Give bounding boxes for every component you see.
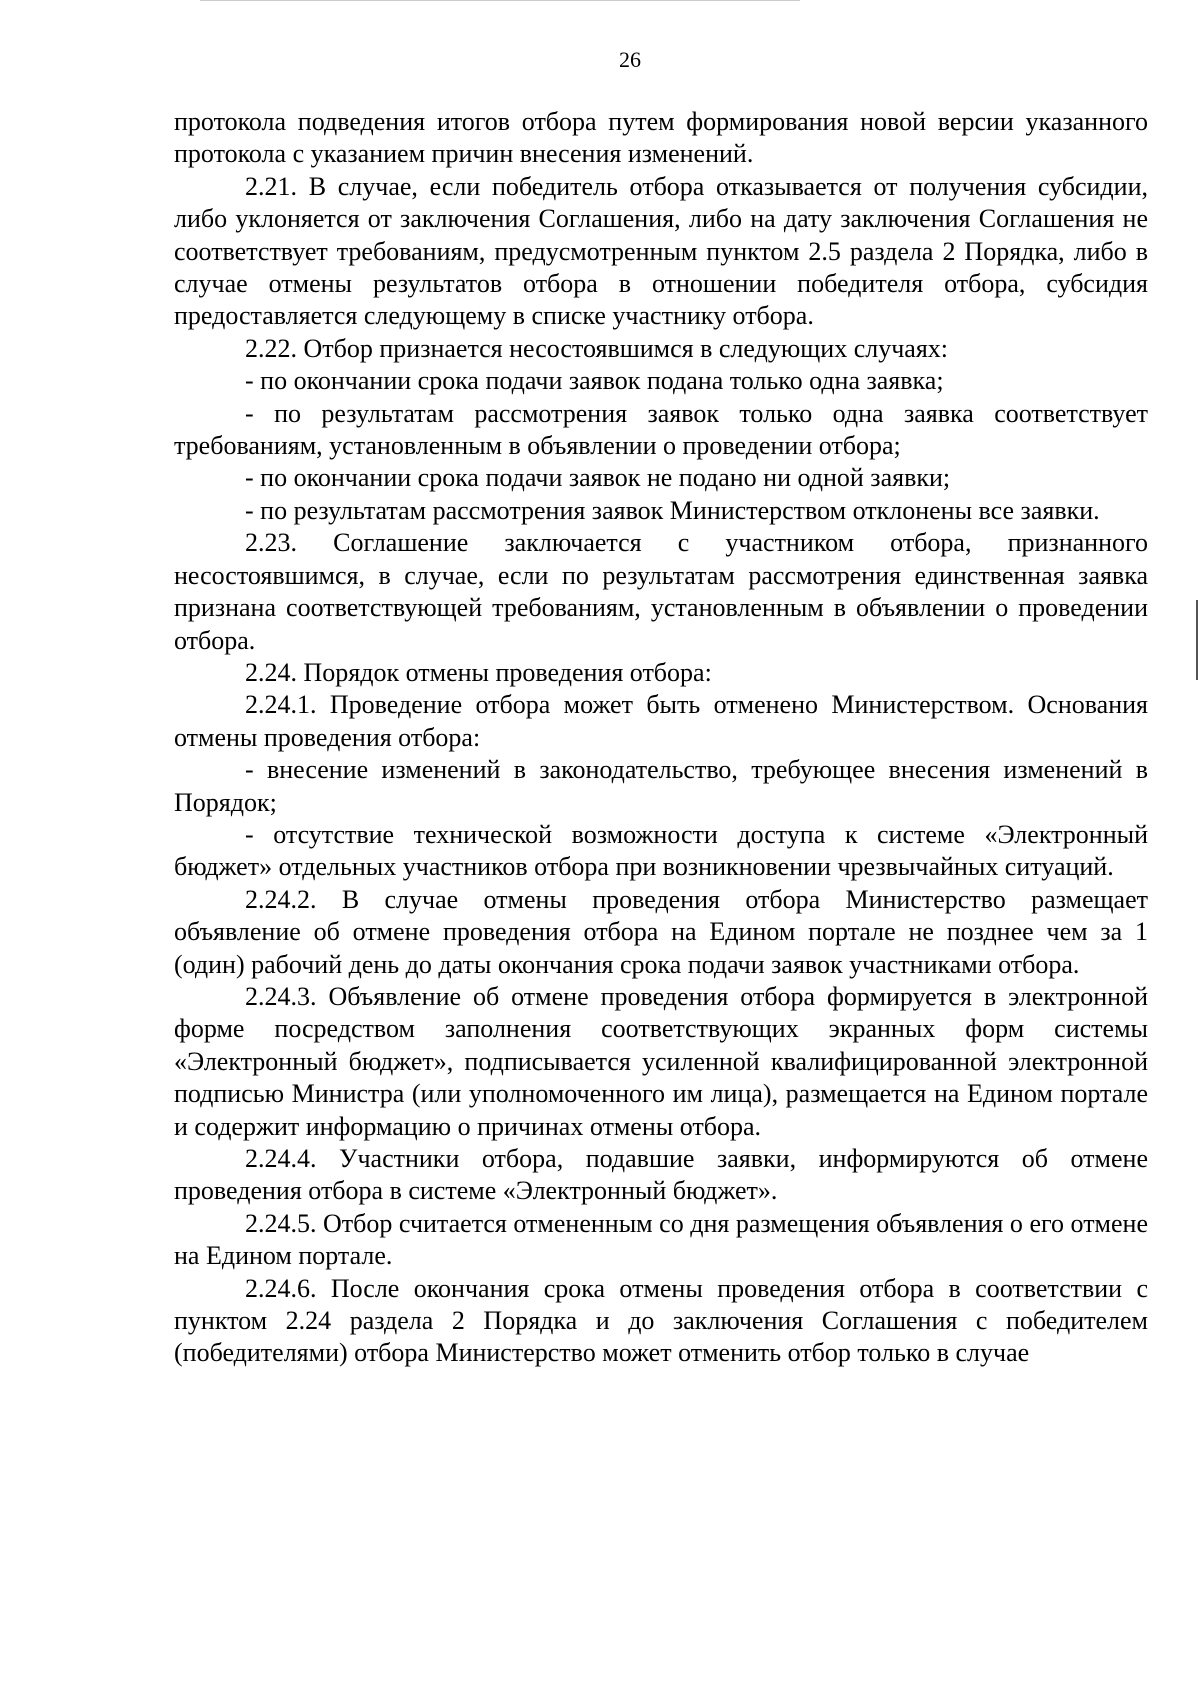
- scan-edge-mark: [1196, 600, 1198, 680]
- paragraph: 2.21. В случае, если победитель отбора отказывается от получения субсидии, либо уклоняется от заключения Соглашения, либо на дату заключения Соглашения не соответствует требованиям, предусмотренным пунктом 2.5 раздела 2 Порядка, либо в случае отмены результатов отбора в отношении победителя отбора, субсидия предоставляется следующему в списке участнику отбора.: [174, 171, 1148, 331]
- paragraph: 2.22. Отбор признается несостоявшимся в следующих случаях:: [245, 333, 949, 363]
- scan-artifact-line: [200, 0, 800, 1]
- paragraph: 2.24.1. Проведение отбора может быть отменено Министерством. Основания отмены проведения отбора:: [174, 690, 1148, 752]
- paragraph: 2.24.6. После окончания срока отмены проведения отбора в соответствии с пунктом 2.24 раздела 2 Порядка и до заключения Соглашения с победителем (победителями) отбора Министерство может отменить отбор только в случае: [174, 1273, 1148, 1368]
- paragraph: 2.24. Порядок отмены проведения отбора:: [245, 657, 712, 687]
- paragraph: - по результатам рассмотрения заявок только одна заявка соответствует требованиям, установленным в объявлении о проведении отбора;: [174, 398, 1148, 461]
- paragraph: 2.24.3. Объявление об отмене проведения отбора формируется в электронной форме посредством заполнения соответствующих экранных форм системы «Электронный бюджет», подписывается усиленной квалифицированной электронной подписью Министра (или уполномоченного им лица), размещается на Едином портале и содержит информацию о причинах отмены отбора.: [174, 981, 1148, 1141]
- paragraph: 2.23. Соглашение заключается с участником отбора, признанного несостоявшимся, в случае, если по результатам рассмотрения единственная заявка признана соответствующей требованиям, установленным в объявлении о проведении отбора.: [174, 528, 1148, 655]
- paragraph: 2.24.4. Участники отбора, подавшие заявки, информируются об отмене проведения отбора в системе «Электронный бюджет».: [174, 1144, 1148, 1206]
- paragraph: - по результатам рассмотрения заявок Министерством отклонены все заявки.: [245, 495, 1100, 525]
- paragraph: протокола подведения итогов отбора путем формирования новой версии указанного протокола с указанием причин внесения изменений.: [174, 107, 1148, 169]
- page-number: 26: [619, 47, 641, 72]
- paragraph: - по окончании срока подачи заявок подана только одна заявка;: [245, 366, 944, 396]
- document-body: [174, 106, 1148, 1370]
- paragraph: - по окончании срока подачи заявок не подано ни одной заявки;: [245, 463, 951, 493]
- paragraph: 2.24.2. В случае отмены проведения отбора Министерство размещает объявление об отмене проведения отбора на Едином портале не позднее чем за 1 (один) рабочий день до даты окончания срока подачи заявок участниками отбора.: [174, 884, 1148, 979]
- paragraph: - внесение изменений в законодательство, требующее внесения изменений в Порядок;: [174, 755, 1148, 817]
- paragraph: 2.24.5. Отбор считается отмененным со дня размещения объявления о его отмене на Едином портале.: [174, 1208, 1148, 1271]
- paragraph: - отсутствие технической возможности доступа к системе «Электронный бюджет» отдельных участников отбора при возникновении чрезвычайных ситуаций.: [174, 819, 1148, 882]
